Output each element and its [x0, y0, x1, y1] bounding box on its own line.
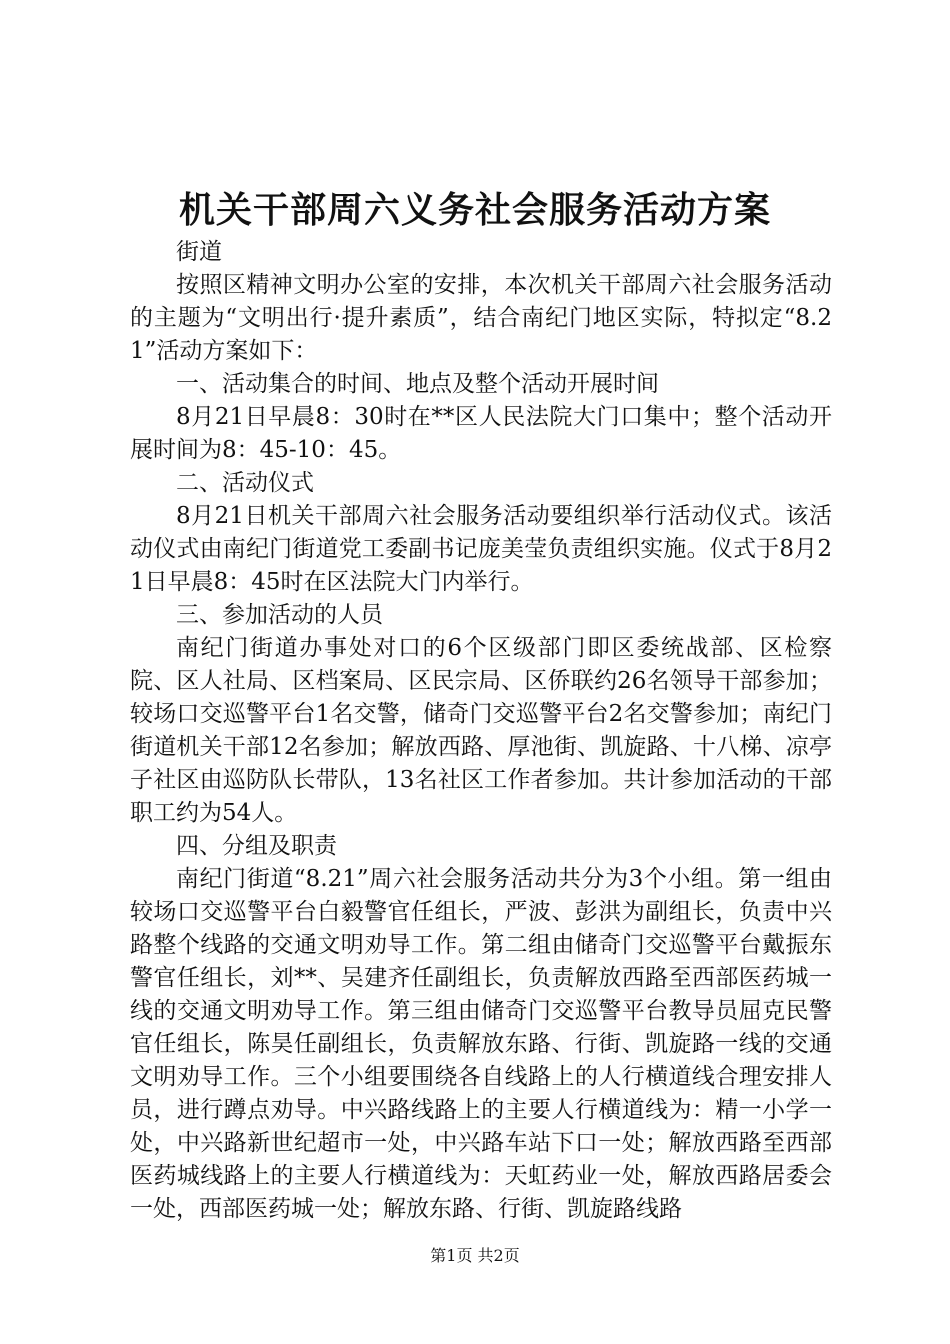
section-heading-2: 二、活动仪式: [176, 470, 314, 496]
paragraph-groups: 南纪门街道“8.21”周六社会服务活动共分为3个小组。第一组由较场口交巡警平台白毅警官任组长，严波、彭洪为副组长，负责中兴路整个线路的交通文明劝导工作。第二组由储奇门交巡警平台戴振东警官任组长，刘**、吴建齐任副组长，负责解放西路至西部医药城一线的交通文明劝导工作。第三组由储奇门交巡警平台教导员屈克民警官任组长，陈昊任副组长，负责解放东路、行街、凯旋路一线的交通文明劝导工作。三个小组要围绕各自线路上的人行横道线合理安排人员，进行蹲点劝导。中兴路线路上的主要人行横道线为：精一小学一处，中兴路新世纪超市一处，中兴路车站下口一处；解放西路至西部医药城线路上的主要人行横道线为：天虹药业一处，解放西路居委会一处，西部医药城一处；解放东路、行街、凯旋路线路: [130, 866, 832, 1222]
paragraph-time-location: 8月21日早晨8：30时在**区人民法院大门口集中；整个活动开展时间为8：45-10：45。: [130, 404, 832, 463]
paragraph-addressee: 街道: [176, 239, 222, 265]
document-body: [130, 236, 832, 1226]
section-heading-3: 三、参加活动的人员: [176, 602, 383, 628]
section-heading-4: 四、分组及职责: [176, 833, 337, 859]
paragraph-participants: 南纪门街道办事处对口的6个区级部门即区委统战部、区检察院、区人社局、区档案局、区民宗局、区侨联约26名领导干部参加；较场口交巡警平台1名交警，储奇门交巡警平台2名交警参加；南纪门街道机关干部12名参加；解放西路、厚池街、凯旋路、十八梯、凉亭子社区由巡防队长带队，13名社区工作者参加。共计参加活动的干部职工约为54人。: [130, 635, 832, 826]
paragraph-ceremony: 8月21日机关干部周六社会服务活动要组织举行活动仪式。该活动仪式由南纪门街道党工委副书记庞美莹负责组织实施。仪式于8月21日早晨8：45时在区法院大门内举行。: [130, 503, 832, 595]
document-title: 机关干部周六义务社会服务活动方案: [178, 189, 771, 231]
paragraph-intro: 按照区精神文明办公室的安排，本次机关干部周六社会服务活动的主题为“文明出行·提升素质”，结合南纪门地区实际，特拟定“8.21”活动方案如下：: [130, 272, 832, 364]
section-heading-1: 一、活动集合的时间、地点及整个活动开展时间: [176, 371, 659, 397]
page-footer: 第1页 共2页: [430, 1246, 520, 1265]
